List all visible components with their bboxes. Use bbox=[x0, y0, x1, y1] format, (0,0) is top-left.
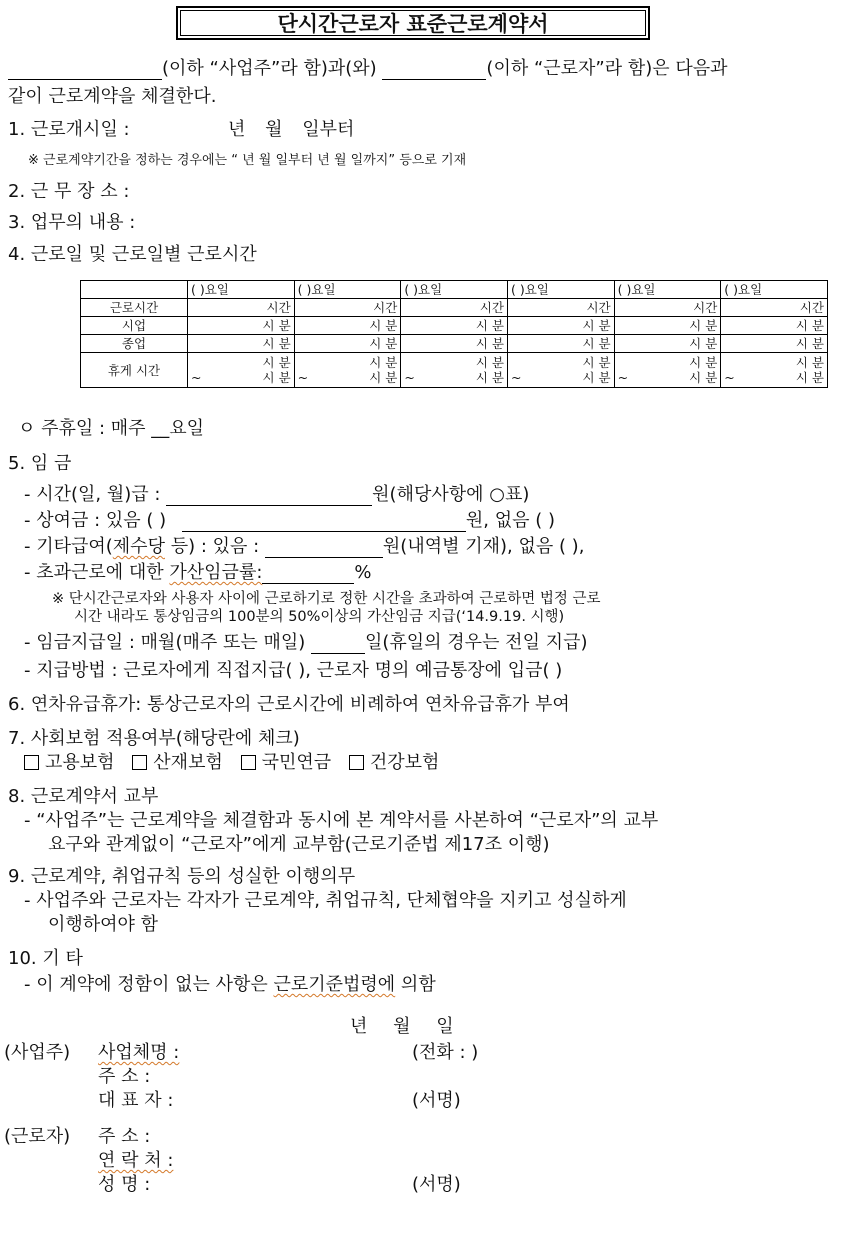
break-end: 시 분 bbox=[369, 370, 398, 385]
wage-note-2: 시간 내라도 통상임금의 100분의 50%이상의 가산임금 지급(‘14.9.19. 시행) bbox=[74, 609, 565, 625]
break-start: 시 분 bbox=[262, 355, 291, 370]
worker-tag: (근로자) bbox=[4, 1126, 71, 1147]
hours-cell[interactable]: 시간 bbox=[614, 299, 721, 317]
contact-label: 연 락 처 : bbox=[98, 1150, 174, 1171]
s10-text-b: 의함 bbox=[395, 974, 436, 995]
tilde: ~ bbox=[404, 370, 415, 385]
break-cell[interactable] bbox=[294, 353, 401, 388]
insurance-item[interactable] bbox=[349, 752, 440, 773]
payday-label: - 임금지급일 : 매월(매주 또는 매일) bbox=[24, 632, 306, 653]
table-row bbox=[81, 335, 828, 353]
s9-line-2: 이행하여야 함 bbox=[48, 914, 159, 935]
pay-method-line: - 지급방법 : 근로자에게 직접지급( ), 근로자 명의 예금통장에 입금( ) bbox=[24, 660, 563, 681]
hours-cell[interactable]: 시간 bbox=[721, 299, 828, 317]
worker-contact[interactable] bbox=[98, 1150, 173, 1172]
payday-line bbox=[24, 632, 587, 654]
checkbox-icon[interactable] bbox=[241, 755, 256, 770]
bonus-suffix: 원, 없음 ( ) bbox=[465, 510, 555, 531]
insurance-label: 국민연금 bbox=[261, 752, 332, 773]
break-cell[interactable] bbox=[721, 353, 828, 388]
day-header[interactable]: ( )요일 bbox=[721, 281, 828, 299]
s10-line bbox=[24, 974, 436, 996]
end-cell[interactable]: 시 분 bbox=[721, 335, 828, 353]
other-label-a: - 기타급여( bbox=[24, 536, 113, 557]
table-row bbox=[81, 317, 828, 335]
other-label-b: 등) : 있음 : bbox=[164, 536, 260, 557]
ot-rate-field[interactable] bbox=[262, 566, 354, 584]
start-cell[interactable]: 시 분 bbox=[188, 317, 295, 335]
hours-cell[interactable]: 시간 bbox=[507, 299, 614, 317]
employer-name-blank[interactable] bbox=[8, 62, 162, 80]
day-header[interactable]: ( )요일 bbox=[294, 281, 401, 299]
break-cell[interactable] bbox=[614, 353, 721, 388]
hours-cell[interactable]: 시간 bbox=[401, 299, 508, 317]
intro-line-1 bbox=[8, 58, 728, 80]
table-row bbox=[81, 299, 828, 317]
wage-line bbox=[24, 484, 529, 506]
hours-cell[interactable]: 시간 bbox=[294, 299, 401, 317]
row-label: 근로시간 bbox=[81, 299, 188, 317]
worker-address[interactable]: 주 소 : bbox=[98, 1126, 151, 1147]
payday-field[interactable] bbox=[311, 636, 365, 654]
break-cell[interactable] bbox=[507, 353, 614, 388]
schedule-table bbox=[80, 280, 828, 388]
s7-label: 7. 사회보험 적용여부(해당란에 체크) bbox=[8, 728, 300, 749]
other-label-sq: 제수당 bbox=[112, 536, 165, 557]
end-cell[interactable]: 시 분 bbox=[294, 335, 401, 353]
checkbox-icon[interactable] bbox=[349, 755, 364, 770]
start-cell[interactable]: 시 분 bbox=[507, 317, 614, 335]
employer-tag: (사업주) bbox=[4, 1042, 71, 1063]
s10-text-a: - 이 계약에 정함이 없는 사항은 bbox=[24, 974, 274, 995]
break-end: 시 분 bbox=[475, 370, 504, 385]
ot-label: - 초과근로에 대한 bbox=[24, 562, 170, 583]
s9-line-1: - 사업주와 근로자는 각자가 근로계약, 취업규칙, 단체협약을 지키고 성실하게 bbox=[24, 890, 627, 911]
other-suffix: 원(내역별 기재), 없음 ( ), bbox=[382, 536, 585, 557]
day-header[interactable]: ( )요일 bbox=[614, 281, 721, 299]
tilde: ~ bbox=[191, 370, 202, 385]
employer-representative[interactable]: 대 표 자 : bbox=[98, 1090, 174, 1111]
break-start: 시 분 bbox=[582, 355, 611, 370]
corner-cell bbox=[81, 281, 188, 299]
start-cell[interactable]: 시 분 bbox=[401, 317, 508, 335]
insurance-item[interactable] bbox=[24, 752, 115, 773]
checkbox-icon[interactable] bbox=[24, 755, 39, 770]
break-start: 시 분 bbox=[795, 355, 824, 370]
tilde: ~ bbox=[297, 370, 309, 385]
break-start: 시 분 bbox=[369, 355, 398, 370]
s1-date: 년 월 일부터 bbox=[228, 119, 355, 140]
end-cell[interactable]: 시 분 bbox=[614, 335, 721, 353]
employer-signature[interactable]: (서명) bbox=[412, 1090, 461, 1111]
s6-label: 6. 연차유급휴가: 통상근로자의 근로시간에 비례하여 연차유급휴가 부여 bbox=[8, 694, 570, 715]
row-label: 종업 bbox=[81, 335, 188, 353]
wage-label: - 시간(일, 월)급 : bbox=[24, 484, 161, 505]
tilde: ~ bbox=[724, 370, 735, 385]
intro-text-b: (이하 “근로자”라 함)은 다음과 bbox=[486, 58, 728, 79]
start-cell[interactable]: 시 분 bbox=[721, 317, 828, 335]
other-pay-field[interactable] bbox=[265, 540, 383, 558]
employer-phone[interactable]: (전화 : ) bbox=[412, 1042, 479, 1063]
title-box bbox=[176, 6, 650, 40]
insurance-row bbox=[24, 752, 439, 774]
s8-line-2: 요구와 관계없이 “근로자”에게 교부함(근로기준법 제17조 이행) bbox=[48, 834, 550, 855]
row-label: 휴게 시간 bbox=[81, 353, 188, 388]
tilde: ~ bbox=[510, 370, 522, 385]
s8-line-1: - “사업주”는 근로계약을 체결함과 동시에 본 계약서를 사본하여 “근로자”의 교부 bbox=[24, 810, 659, 831]
s3-label: 3. 업무의 내용 : bbox=[8, 212, 136, 233]
weekly-rest-day: ㅇ 주휴일 : 매주 __요일 bbox=[18, 418, 205, 439]
break-end: 시 분 bbox=[262, 370, 291, 385]
bonus-label: - 상여금 : 있음 ( ) bbox=[24, 510, 167, 531]
page-title: 단시간근로자 표준근로계약서 bbox=[180, 10, 646, 36]
s10-text-sq: 근로기준법령에 bbox=[273, 974, 396, 995]
s5-label: 5. 임 금 bbox=[8, 453, 72, 474]
day-header[interactable]: ( )요일 bbox=[401, 281, 508, 299]
employer-address[interactable]: 주 소 : bbox=[98, 1066, 151, 1087]
s1-note: ※ 근로계약기간을 정하는 경우에는 “ 년 월 일부터 년 월 일까지” 등으로 기재 bbox=[28, 153, 467, 168]
wage-note-1: ※ 단시간근로자와 사용자 사이에 근로하기로 정한 시간을 초과하여 근로하면 법정 근로 bbox=[52, 591, 601, 607]
contract-date: 년 월 일 bbox=[350, 1016, 454, 1037]
break-start: 시 분 bbox=[689, 355, 718, 370]
intro-line-2: 같이 근로계약을 체결한다. bbox=[8, 86, 217, 107]
checkbox-icon[interactable] bbox=[132, 755, 147, 770]
insurance-label: 산재보험 bbox=[153, 752, 223, 773]
s8-label: 8. 근로계약서 교부 bbox=[8, 786, 159, 807]
break-end: 시 분 bbox=[689, 370, 718, 385]
insurance-label: 고용보험 bbox=[45, 752, 115, 773]
wage-field[interactable] bbox=[166, 488, 372, 506]
s1-label: 1. 근로개시일 : bbox=[8, 119, 130, 140]
start-cell[interactable]: 시 분 bbox=[294, 317, 401, 335]
wage-suffix: 원(해당사항에 ○표) bbox=[372, 484, 530, 505]
end-cell[interactable]: 시 분 bbox=[507, 335, 614, 353]
s10-label: 10. 기 타 bbox=[8, 948, 83, 969]
intro-text-a: (이하 “사업주”라 함)과(와) bbox=[162, 58, 377, 79]
break-start: 시 분 bbox=[475, 355, 504, 370]
tilde: ~ bbox=[617, 370, 629, 385]
table-header-row bbox=[81, 281, 828, 299]
row-label: 시업 bbox=[81, 317, 188, 335]
bonus-field[interactable] bbox=[182, 514, 466, 532]
end-cell[interactable]: 시 분 bbox=[401, 335, 508, 353]
day-header[interactable]: ( )요일 bbox=[507, 281, 614, 299]
bonus-line bbox=[24, 510, 555, 532]
ot-percent: % bbox=[354, 562, 372, 583]
day-header[interactable]: ( )요일 bbox=[188, 281, 295, 299]
worker-name-blank[interactable] bbox=[382, 62, 486, 80]
ot-label-sq: 가산임금률: bbox=[169, 562, 263, 583]
employer-company[interactable] bbox=[98, 1042, 179, 1064]
s2-label: 2. 근 무 장 소 : bbox=[8, 181, 130, 202]
overtime-line bbox=[24, 562, 372, 584]
other-pay-line bbox=[24, 536, 584, 558]
break-end: 시 분 bbox=[582, 370, 611, 385]
insurance-label: 건강보험 bbox=[369, 752, 440, 773]
start-cell[interactable]: 시 분 bbox=[614, 317, 721, 335]
break-cell[interactable] bbox=[401, 353, 508, 388]
worker-signature[interactable]: (서명) bbox=[412, 1174, 461, 1195]
company-label: 사업체명 : bbox=[98, 1042, 180, 1063]
s4-label: 4. 근로일 및 근로일별 근로시간 bbox=[8, 244, 257, 265]
table-row bbox=[81, 353, 828, 388]
payday-suffix: 일(휴일의 경우는 전일 지급) bbox=[365, 632, 588, 653]
insurance-item[interactable] bbox=[132, 752, 223, 773]
insurance-item[interactable] bbox=[241, 752, 332, 773]
break-end: 시 분 bbox=[795, 370, 824, 385]
hours-cell[interactable]: 시간 bbox=[188, 299, 295, 317]
end-cell[interactable]: 시 분 bbox=[188, 335, 295, 353]
worker-name[interactable]: 성 명 : bbox=[98, 1174, 151, 1195]
s9-label: 9. 근로계약, 취업규칙 등의 성실한 이행의무 bbox=[8, 866, 356, 887]
break-cell[interactable] bbox=[188, 353, 295, 388]
